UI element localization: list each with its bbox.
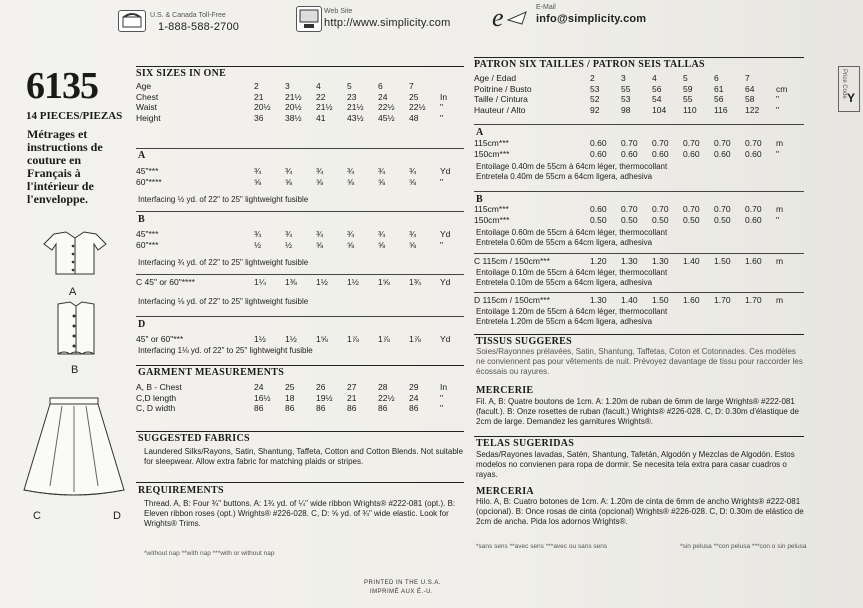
size-value: 24 <box>409 392 419 403</box>
row-label: D 115cm / 150cm*** <box>474 295 550 305</box>
tissus-title: TISSUS SUGGERES <box>476 336 572 347</box>
size-value: ¾ <box>316 229 324 239</box>
computer-icon <box>296 6 322 32</box>
size-value: 0.60 <box>590 148 607 159</box>
french-instructions-note: Métrages et instructions de couture en Français à l'intérieur de l'enveloppe. <box>27 127 103 206</box>
size-row <box>136 177 460 188</box>
size-value: 1¾ <box>409 277 421 287</box>
unit: m <box>776 295 784 305</box>
unit: Yd <box>440 166 451 176</box>
size-value: 22½ <box>409 102 426 112</box>
size-value: 22 <box>316 91 326 102</box>
size-value: 0.70 <box>652 138 669 148</box>
row-label: Taille / Cintura <box>474 94 528 104</box>
size-value: 48 <box>409 112 419 123</box>
email-label: E-Mail <box>536 4 556 11</box>
size-value: ⅝ <box>316 176 324 187</box>
size-value: 0.50 <box>621 214 638 225</box>
unit: Yd <box>440 277 451 287</box>
french-footnote: *sans sens **avec sens ***avec ou sans sens <box>476 543 608 550</box>
phone-number: 1-888-588-2700 <box>158 21 240 33</box>
size-value: ⅝ <box>378 239 386 250</box>
view-d-yardage <box>136 334 464 345</box>
size-value: 53 <box>621 94 631 104</box>
size-value: 28 <box>378 382 388 392</box>
unit: " <box>776 214 780 225</box>
size-value: 1.30 <box>590 295 607 305</box>
unit <box>776 73 796 84</box>
size-value: ⅝ <box>347 239 355 250</box>
view-b-heading: B <box>138 214 145 225</box>
size-value: ½ <box>254 239 262 250</box>
size-value: 61 <box>714 83 724 94</box>
size-value: 104 <box>652 104 667 115</box>
fr-view-a-rule <box>474 124 804 125</box>
view-b-interfacing: Interfacing ¾ yd. of 22" to 25" lightweight fusible <box>138 258 309 267</box>
fr-view-d-entoilage: Entoilage 1.20m de 55cm à 64cm léger, thermocollant <box>476 307 668 316</box>
fr-view-c-yardage <box>474 256 804 267</box>
view-d-heading: D <box>138 319 146 330</box>
size-value: 0.60 <box>621 148 638 159</box>
size-value: 110 <box>683 104 697 115</box>
size-value: ⅝ <box>347 176 355 187</box>
unit: m <box>776 204 784 214</box>
size-row <box>474 94 796 105</box>
size-value: 6 <box>714 73 719 83</box>
telas-title: TELAS SUGERIDAS <box>476 438 575 449</box>
size-row <box>136 102 460 113</box>
size-value: 56 <box>652 83 662 94</box>
unit: m <box>776 256 784 266</box>
size-row <box>136 166 460 177</box>
row-label: 60"**** <box>136 176 162 187</box>
row-label: 45"*** <box>136 166 159 176</box>
size-value: ¾ <box>409 166 417 176</box>
size-value: 7 <box>409 81 414 91</box>
size-value: 21 <box>254 91 264 102</box>
size-value: 1¼ <box>254 277 266 287</box>
size-value: 1.70 <box>714 295 731 305</box>
size-row <box>136 277 460 288</box>
size-value: 1.30 <box>621 256 638 266</box>
size-row <box>474 256 796 267</box>
unit: m <box>776 138 784 148</box>
size-value: 52 <box>590 94 600 104</box>
web-address: http://www.simplicity.com <box>324 17 451 29</box>
size-value: ⅝ <box>409 239 417 250</box>
size-value: 36 <box>254 112 264 123</box>
row-label: Age <box>136 81 152 91</box>
spanish-footnote: *sin pelusa **con pelusa ***con o sin pelusa <box>680 543 807 550</box>
size-value: 25 <box>409 91 419 102</box>
size-value: 86 <box>378 403 388 413</box>
size-row <box>474 138 796 149</box>
garment-measurements-title: GARMENT MEASUREMENTS <box>138 367 285 378</box>
view-c-yardage <box>136 277 464 288</box>
row-label: C, D width <box>136 403 176 413</box>
size-value: 0.50 <box>590 214 607 225</box>
requirements-title: REQUIREMENTS <box>138 485 224 496</box>
fr-view-b-yardage <box>474 204 804 225</box>
size-value: ½ <box>285 239 293 250</box>
size-value: 1½ <box>347 277 359 287</box>
printed-in-usa: PRINTED IN THE U.S.A. <box>364 580 442 586</box>
row-label: Hauteur / Alto <box>474 104 526 115</box>
size-value: 0.70 <box>683 204 700 214</box>
size-value: 0.70 <box>714 204 731 214</box>
size-value: 21 <box>347 392 357 403</box>
unit: " <box>440 239 444 250</box>
view-a-label: A <box>69 286 77 298</box>
suggested-fabrics-text: Laundered Silks/Rayons, Satin, Shantung, Taffeta, Cotton and Cotton Blends. Not suitable for sleepwear. Allow extra fabric for matching plaids or stripes. <box>144 447 464 466</box>
size-value: 0.60 <box>590 138 607 148</box>
row-label: 45" or 60"*** <box>136 334 184 344</box>
size-value: ¾ <box>316 166 324 176</box>
size-value: 58 <box>745 94 755 104</box>
tissus-text: Soies/Rayonnes prélavées, Satin, Shantung, Taffetas, Coton et Cotonnades. Ces modèles ne conviennent pas pour vêtements de nuit. Prévoyez davantage de tissu pour raccorder les écossais ou rayures. <box>476 347 803 376</box>
price-code-value: Y <box>847 91 856 105</box>
row-label: A, B - Chest <box>136 382 182 392</box>
row-label: Height <box>136 112 161 123</box>
size-row <box>136 240 460 251</box>
size-value: 4 <box>652 73 657 83</box>
size-row <box>136 393 460 404</box>
size-row <box>136 382 460 393</box>
svg-text:e: e <box>492 4 504 30</box>
six-sizes-title: SIX SIZES IN ONE <box>136 68 227 79</box>
fr-view-b-entoilage: Entoilage 0.60m de 55cm à 64cm léger, thermocollant <box>476 228 668 237</box>
size-value: 1⅝ <box>316 334 328 344</box>
size-row <box>136 229 460 240</box>
size-value: ¾ <box>285 166 293 176</box>
row-label: Chest <box>136 91 159 102</box>
fabrics-rule <box>136 431 464 432</box>
size-value: 122 <box>745 104 760 115</box>
size-value: 19½ <box>316 392 333 403</box>
size-value: 0.70 <box>714 138 731 148</box>
size-value: 1.60 <box>683 295 700 305</box>
unit: " <box>440 403 444 413</box>
size-value: 86 <box>409 403 419 413</box>
size-value: 59 <box>683 83 693 94</box>
telas-text: Sedas/Rayones lavadas, Satén, Shantung, Tafetán, Algodón y Mezclas de Algodón. Estos modelos no convienen para ropa de dormir. Se necesita tela extra para casar cuadros o rayas. <box>476 450 795 479</box>
size-value: 3 <box>621 73 626 83</box>
size-value: 27 <box>347 382 357 392</box>
view-d-label: D <box>113 510 121 522</box>
size-value: 0.60 <box>714 148 731 159</box>
english-top-rule <box>136 66 464 67</box>
size-value: 41 <box>316 112 326 123</box>
price-code-box <box>838 66 860 112</box>
size-value: 2 <box>590 73 595 83</box>
size-value: 21½ <box>316 102 333 112</box>
size-row <box>474 215 796 226</box>
french-sizes-title: PATRON SIX TAILLES / PATRON SEIS TALLAS <box>474 59 705 70</box>
view-a-heading: A <box>138 150 146 161</box>
size-value: 0.60 <box>745 148 762 159</box>
size-row <box>136 92 460 103</box>
requirements-rule <box>136 482 464 483</box>
size-value: 86 <box>347 403 357 413</box>
fr-view-b-rule <box>474 191 804 192</box>
size-value: 56 <box>714 94 724 104</box>
unit: " <box>776 104 780 115</box>
row-label: Age / Edad <box>474 73 517 83</box>
size-value: 24 <box>254 382 264 392</box>
email-icon <box>488 4 528 30</box>
requirements-text: Thread. A, B: Four ¾" buttons. A: 1¾ yd. of ¼" wide ribbon Wrights® #222-081 (opt.). B: Eleven ribbon roses (opt.) Wrights® #226-028. C, D: ⅝ yd. of ¾" wide elastic. Look for Wrights® Trims. <box>144 499 456 528</box>
size-value: ⅝ <box>285 176 293 187</box>
unit: In <box>440 91 448 102</box>
size-value: 1.30 <box>652 256 669 266</box>
size-value: 0.50 <box>652 214 669 225</box>
unit: " <box>440 102 444 112</box>
french-top-rule <box>474 57 804 58</box>
size-value: 0.50 <box>714 214 731 225</box>
view-c-label: C <box>33 510 41 522</box>
size-value: 53 <box>590 83 600 94</box>
size-row <box>136 403 460 414</box>
fr-view-c-entretela: Entretela 0.10m de 55cm a 64cm ligera, adhesiva <box>476 278 653 287</box>
size-row <box>474 204 796 215</box>
size-value: 0.60 <box>683 148 700 159</box>
fr-view-d-yardage <box>474 295 804 306</box>
size-value: 86 <box>254 403 264 413</box>
merceria-title: MERCERIA <box>476 486 534 497</box>
suggested-fabrics-title: SUGGESTED FABRICS <box>138 433 250 444</box>
size-value: 4 <box>316 81 321 91</box>
size-value: 1.50 <box>652 295 669 305</box>
size-value: 98 <box>621 104 631 115</box>
size-value: ¾ <box>347 229 355 239</box>
size-value: 20½ <box>254 102 271 112</box>
size-value: 0.70 <box>652 204 669 214</box>
size-value: 18 <box>285 392 295 403</box>
web-label: Web Site <box>324 8 353 15</box>
size-value: 1½ <box>316 277 328 287</box>
view-d-interfacing: Interfacing 1⅛ yd. of 22" to 25" lightweight fusible <box>138 346 313 355</box>
size-value: 6 <box>378 81 383 91</box>
view-a-yardage <box>136 166 464 187</box>
size-value: 1.70 <box>745 295 762 305</box>
size-value: 54 <box>652 94 662 104</box>
view-b-label: B <box>71 364 79 376</box>
unit: In <box>440 382 448 392</box>
telas-rule <box>474 436 804 437</box>
size-value: 3 <box>285 81 290 91</box>
unit: " <box>776 94 780 104</box>
size-value: 22½ <box>378 102 395 112</box>
size-value: ¾ <box>254 166 262 176</box>
size-value: 1.40 <box>621 295 638 305</box>
row-label: 150cm*** <box>474 148 510 159</box>
size-value: 0.70 <box>621 138 638 148</box>
size-value: 1.20 <box>590 256 607 266</box>
phone-label: U.S. & Canada Toll-Free <box>150 12 226 19</box>
view-a-rule <box>136 148 464 149</box>
view-a-interfacing: Interfacing ½ yd. of 22" to 25" lightweight fusible <box>138 195 309 204</box>
size-value: 0.60 <box>745 214 762 225</box>
row-label: C,D length <box>136 392 177 403</box>
view-c-d-skirt-illustration <box>18 394 130 502</box>
unit: " <box>440 176 444 187</box>
size-value: 26 <box>316 382 326 392</box>
size-value: 1.50 <box>714 256 731 266</box>
size-row <box>474 149 796 160</box>
size-value: 38½ <box>285 112 302 123</box>
size-value: 5 <box>683 73 688 83</box>
size-value: 64 <box>745 83 755 94</box>
email-address: info@simplicity.com <box>536 13 647 25</box>
pattern-number: 6135 <box>26 65 98 107</box>
size-value: 0.70 <box>745 204 762 214</box>
size-value: 116 <box>714 104 728 115</box>
size-row <box>474 84 796 95</box>
size-value: 22½ <box>378 392 395 403</box>
mercerie-title: MERCERIE <box>476 385 534 396</box>
size-value: 5 <box>347 81 352 91</box>
size-value: 1⅝ <box>378 277 390 287</box>
garment-rule <box>136 365 464 366</box>
size-value: ¾ <box>254 229 262 239</box>
size-value: 29 <box>409 382 419 392</box>
size-value: 16½ <box>254 392 271 403</box>
unit: " <box>776 148 780 159</box>
size-value: ⅝ <box>316 239 324 250</box>
size-row <box>136 334 460 345</box>
size-row <box>474 105 796 116</box>
size-value: 20½ <box>285 102 302 112</box>
unit: Yd <box>440 229 451 239</box>
size-value: 0.70 <box>621 204 638 214</box>
unit: " <box>440 112 444 123</box>
size-row <box>474 73 796 84</box>
size-value: 1½ <box>254 334 266 344</box>
size-value: 43½ <box>347 112 364 123</box>
size-value: 1.40 <box>683 256 700 266</box>
unit <box>440 81 460 92</box>
english-footnote: *without nap **with nap ***with or without nap <box>144 550 275 557</box>
price-code-label: Price Code <box>841 69 847 99</box>
size-value: 45½ <box>378 112 395 123</box>
fr-view-a-yardage <box>474 138 804 159</box>
mercerie-text: Fil. A, B: Quatre boutons de 1cm. A: 1.20m de ruban de 6mm de large Wrights® #222-081 (facult.). B: Onze rosettes de ruban (facult.) Wrights® #226-028. C, D: 0.30m d'élastique de 2cm de large. Demandez les garnitures Wrights®. <box>476 397 799 426</box>
size-value: ¾ <box>347 166 355 176</box>
view-b-yardage <box>136 229 464 250</box>
garment-measurements-table <box>136 382 464 414</box>
size-value: 23 <box>347 91 357 102</box>
view-b-rule <box>136 211 464 212</box>
fr-view-b-heading: B <box>476 194 483 205</box>
fr-view-b-entretela: Entretela 0.60m de 55cm a 64cm ligera, adhesiva <box>476 238 653 247</box>
row-label: Poitrine / Busto <box>474 83 532 94</box>
unit: cm <box>776 83 788 94</box>
six-sizes-table <box>136 81 464 123</box>
size-value: ¾ <box>378 229 386 239</box>
size-value: 86 <box>285 403 295 413</box>
view-c-rule <box>136 274 464 275</box>
fr-view-a-entretela: Entretela 0.40m de 55cm a 64cm ligera, adhesiva <box>476 172 653 181</box>
tissus-rule <box>474 334 804 335</box>
merceria-text: Hilo. A, B: Cuatro botones de 1cm. A: 1.20m de cinta de 6mm de ancho Wrights® #222-081 (opcional). B: Once rosas de cinta (opcional) Wrights® #226-028. C, D: 0.30m de elástico de 2cm de ancha. Pida los adornos Wrights®. <box>476 497 804 526</box>
fr-view-a-heading: A <box>476 127 484 138</box>
size-value: ⅝ <box>409 176 417 187</box>
pieces-count: 14 PIECES/PIEZAS <box>26 110 123 122</box>
unit: " <box>440 392 444 403</box>
size-value: 21½ <box>285 91 302 102</box>
size-value: 24 <box>378 91 388 102</box>
size-value: ¾ <box>409 229 417 239</box>
size-value: 0.70 <box>745 138 762 148</box>
size-value: 1⅞ <box>347 334 359 344</box>
row-label: C 115cm / 150cm*** <box>474 256 550 266</box>
size-value: ⅝ <box>378 176 386 187</box>
contact-strip <box>110 0 650 34</box>
phone-icon <box>118 10 146 32</box>
size-value: 1⅜ <box>285 277 297 287</box>
size-value: 86 <box>316 403 326 413</box>
size-value: 92 <box>590 104 600 115</box>
size-value: 1⅞ <box>409 334 421 344</box>
row-label: Waist <box>136 102 157 112</box>
size-value: 1⅞ <box>378 334 390 344</box>
fr-view-c-rule <box>474 253 804 254</box>
size-value: ¾ <box>285 229 293 239</box>
view-c-interfacing: Interfacing ⅛ yd. of 22" to 25" lightweight fusible <box>138 297 309 306</box>
fr-view-d-entretela: Entretela 1.20m de 55cm a 64cm ligera, adhesiva <box>476 317 653 326</box>
view-a-illustration <box>40 230 110 280</box>
size-value: ¾ <box>378 166 386 176</box>
fr-view-d-rule <box>474 292 804 293</box>
size-row <box>136 113 460 124</box>
size-value: 55 <box>621 83 631 94</box>
imprime-aux-eu: IMPRIMÉ AUX É.-U. <box>370 589 434 595</box>
size-value: 0.70 <box>683 138 700 148</box>
row-label: C 45" or 60"**** <box>136 277 195 287</box>
size-value: 0.60 <box>590 204 607 214</box>
unit: Yd <box>440 334 451 344</box>
french-sizes-table <box>474 73 804 115</box>
fr-view-c-entoilage: Entoilage 0.10m de 55cm à 64cm léger, thermocollant <box>476 268 668 277</box>
size-row <box>474 295 796 306</box>
size-value: 55 <box>683 94 693 104</box>
view-d-rule <box>136 316 464 317</box>
size-row <box>136 81 460 92</box>
size-value: ⅝ <box>254 176 262 187</box>
size-value: 1.60 <box>745 256 762 266</box>
row-label: 115cm*** <box>474 138 509 148</box>
view-b-illustration <box>48 300 104 358</box>
size-value: 7 <box>745 73 750 83</box>
row-label: 150cm*** <box>474 214 510 225</box>
size-value: 21½ <box>347 102 364 112</box>
fr-view-a-entoilage: Entoilage 0.40m de 55cm à 64cm léger, thermocollant <box>476 162 668 171</box>
row-label: 45"*** <box>136 229 159 239</box>
row-label: 115cm*** <box>474 204 509 214</box>
size-value: 2 <box>254 81 259 91</box>
size-value: 0.60 <box>652 148 669 159</box>
size-value: 25 <box>285 382 295 392</box>
size-value: 0.50 <box>683 214 700 225</box>
size-value: 1½ <box>285 334 297 344</box>
row-label: 60"*** <box>136 239 159 250</box>
